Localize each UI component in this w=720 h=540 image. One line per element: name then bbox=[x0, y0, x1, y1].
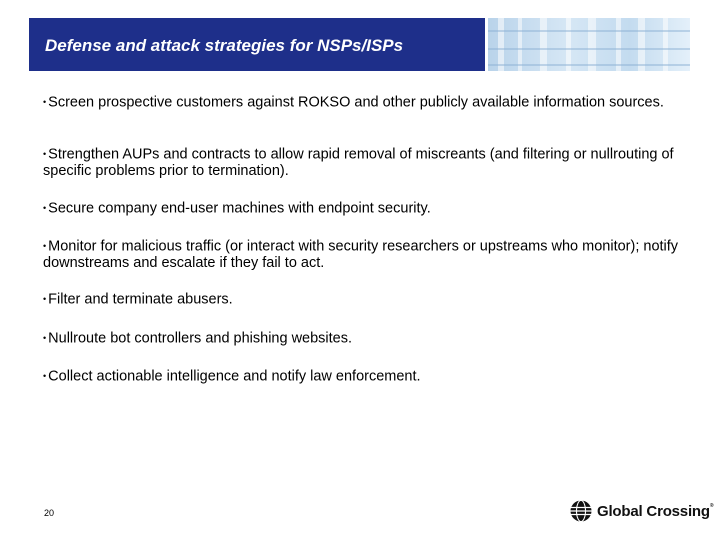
page-number: 20 bbox=[44, 508, 55, 518]
list-item bbox=[43, 200, 683, 217]
logo-text: Global Crossing bbox=[597, 502, 710, 520]
list-item bbox=[43, 368, 683, 385]
bullet-text: Monitor for malicious traffic (or interact with security researchers or upstreams who monitor); notify downstreams and escalate if they fail to act. bbox=[43, 238, 679, 272]
global-crossing-logo bbox=[570, 500, 713, 522]
bullet-symbol: • bbox=[43, 203, 47, 213]
bullet-symbol: • bbox=[43, 241, 47, 251]
bullet-symbol: • bbox=[43, 333, 47, 343]
globe-icon bbox=[570, 500, 592, 522]
list-item bbox=[43, 330, 683, 347]
list-item bbox=[43, 94, 683, 111]
list-item bbox=[43, 146, 683, 180]
bullet-text: Screen prospective customers against ROKSO and other publicly available information sources. bbox=[48, 94, 664, 111]
registered-mark: ® bbox=[709, 502, 714, 509]
bullet-text: Nullroute bot controllers and phishing websites. bbox=[48, 330, 353, 347]
header-building-image bbox=[488, 18, 690, 71]
logo-wordmark bbox=[597, 503, 713, 520]
list-item bbox=[43, 291, 683, 308]
slide-title: Defense and attack strategies for NSPs/ISPs bbox=[45, 36, 404, 55]
bullet-symbol: • bbox=[43, 149, 47, 159]
bullet-text: Strengthen AUPs and contracts to allow rapid removal of miscreants (and filtering or nullrouting of specific problems prior to termination). bbox=[43, 146, 674, 180]
bullet-symbol: • bbox=[43, 97, 47, 107]
bullet-symbol: • bbox=[43, 371, 47, 381]
list-item bbox=[43, 238, 683, 272]
title-bar bbox=[29, 18, 485, 71]
bullet-symbol: • bbox=[43, 294, 47, 304]
bullet-text: Filter and terminate abusers. bbox=[48, 291, 233, 308]
bullet-text: Collect actionable intelligence and notify law enforcement. bbox=[48, 368, 421, 385]
bullet-text: Secure company end-user machines with endpoint security. bbox=[48, 200, 431, 217]
